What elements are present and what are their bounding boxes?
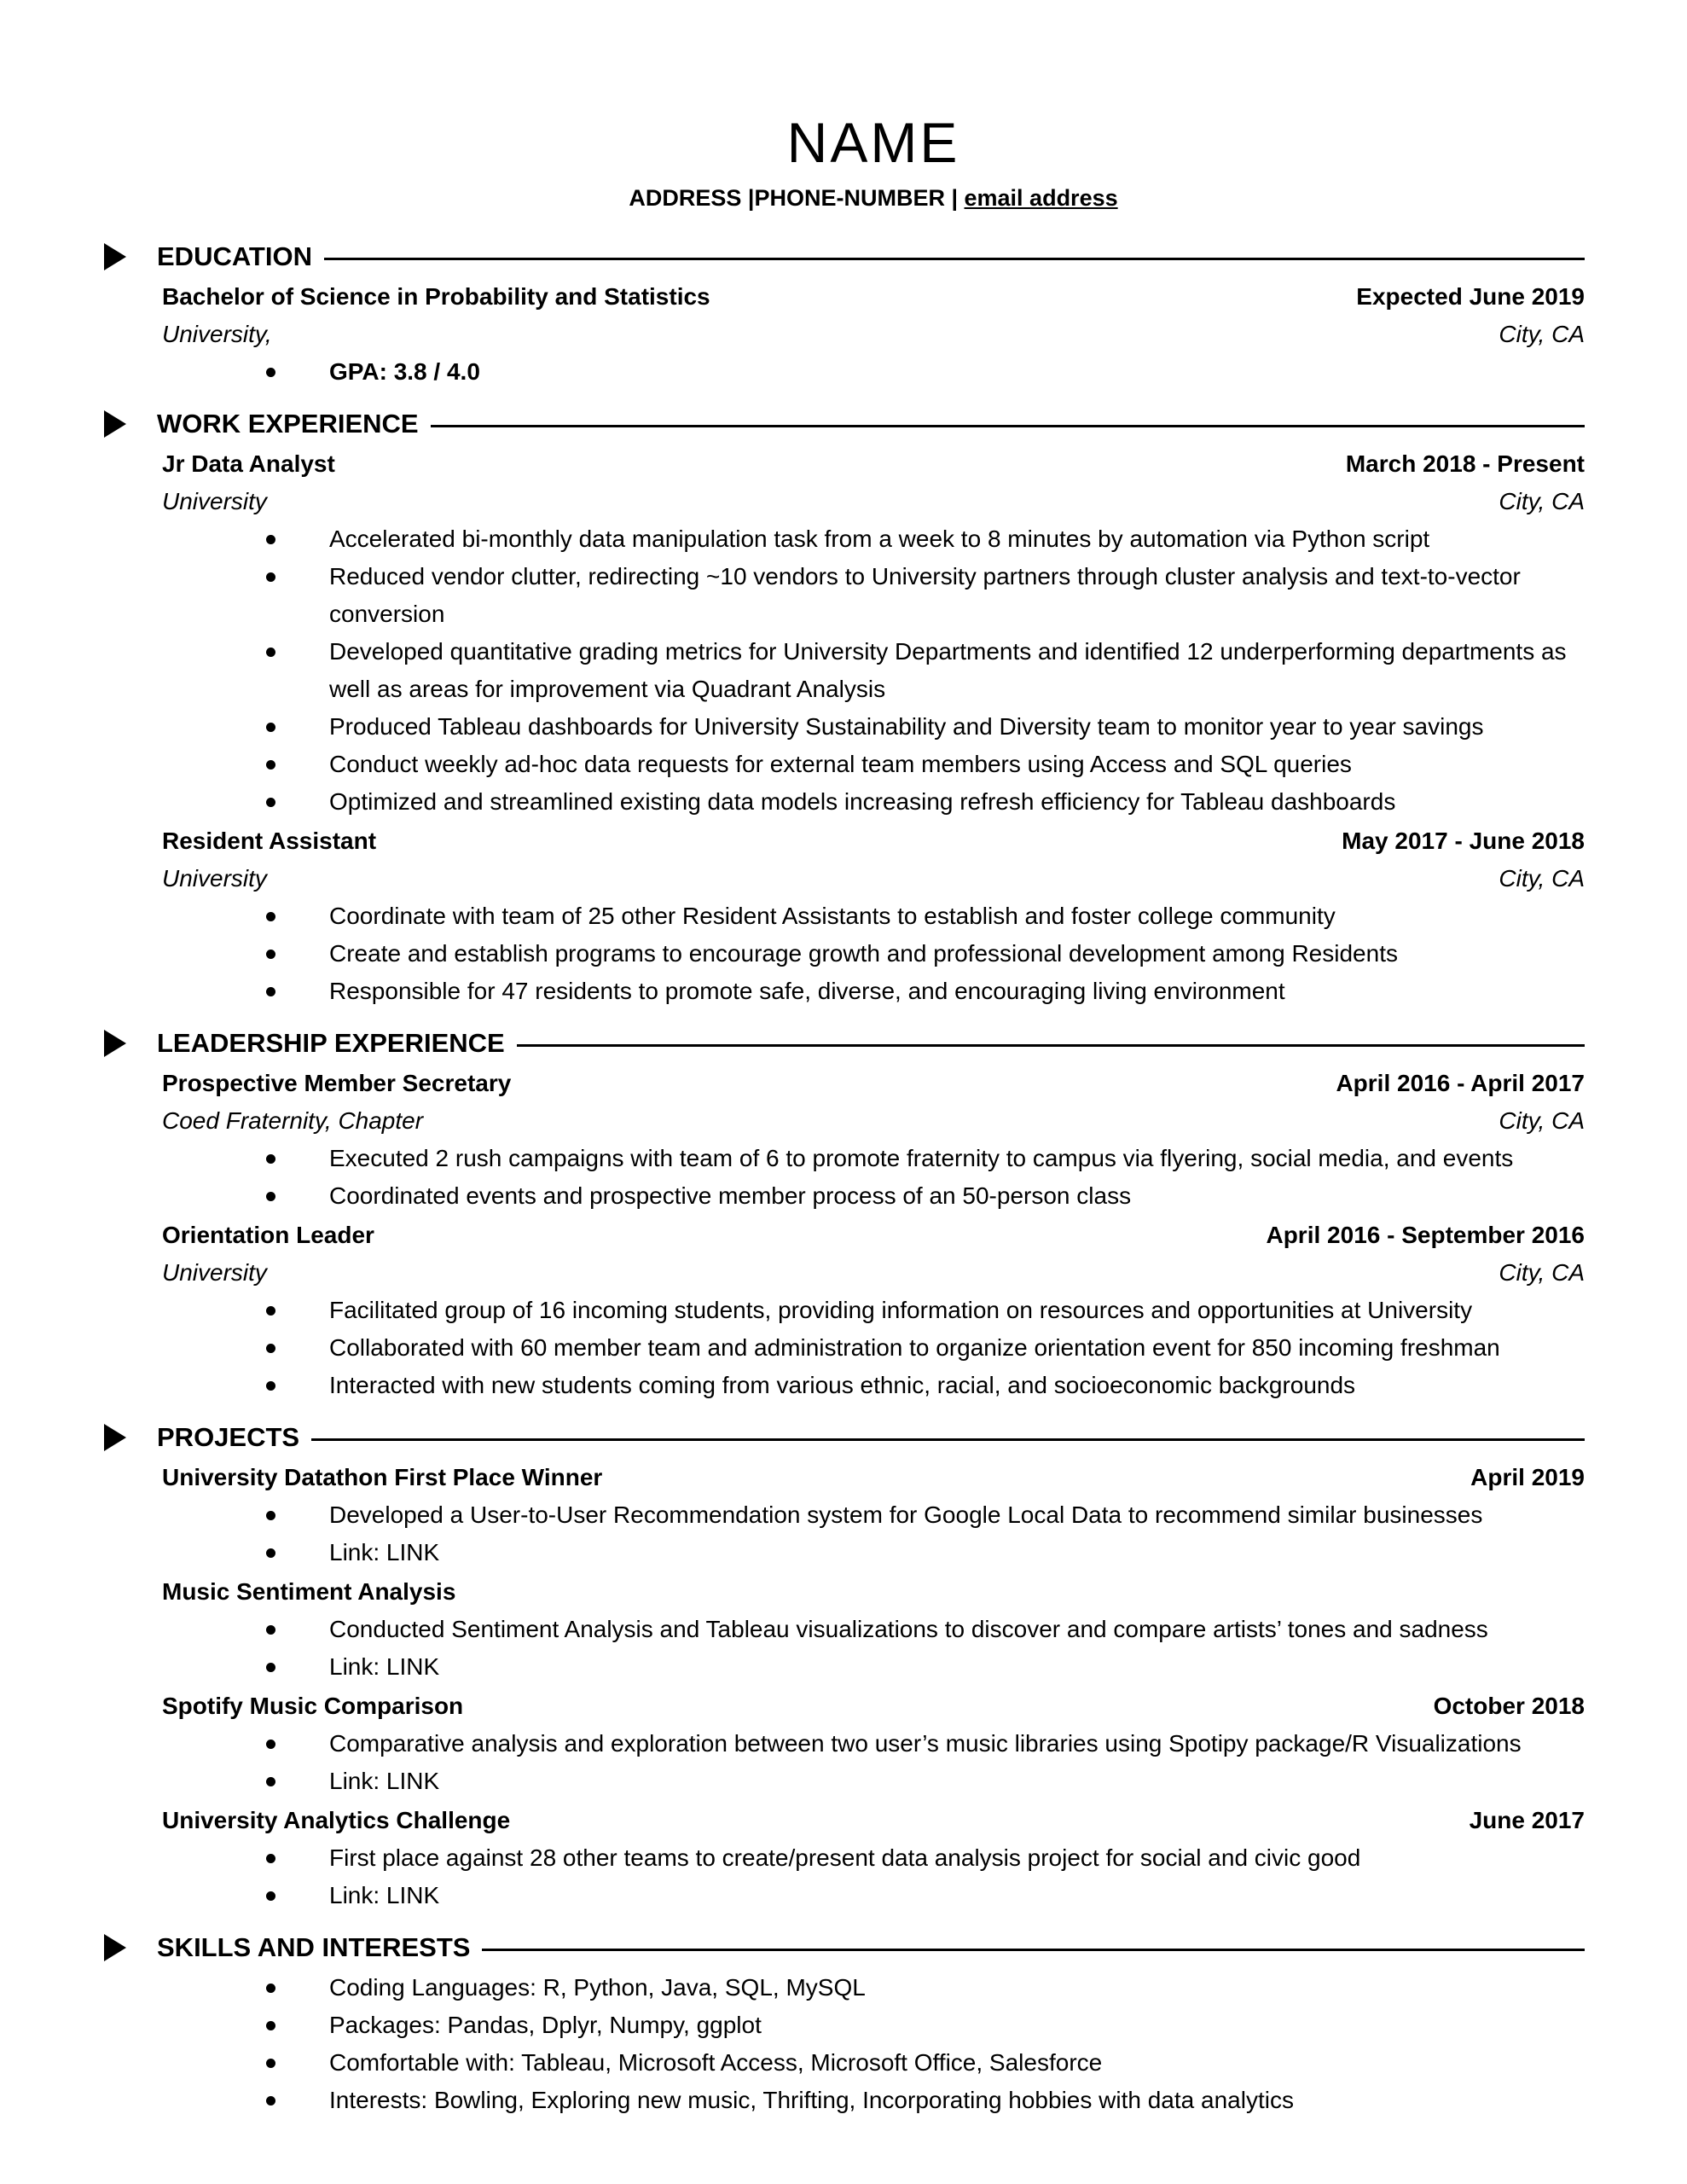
bullet-item: Produced Tableau dashboards for University Sustainability and Diversity team to monitor year to year savings — [162, 708, 1585, 746]
entry-title: Bachelor of Science in Probability and Statistics — [162, 283, 710, 310]
bullet-item: Coordinated events and prospective member process of an 50-person class — [162, 1177, 1585, 1215]
entry — [162, 1802, 1585, 1914]
bullet-list — [162, 1140, 1585, 1215]
entry-location: City, CA — [1499, 488, 1585, 514]
bullet-list — [162, 520, 1585, 821]
bullet-item: Reduced vendor clutter, redirecting ~10 vendors to University partners through cluster analysis and text-to-vector conversion — [162, 558, 1585, 633]
entry-organization: University — [162, 1259, 267, 1286]
section-arrow-icon — [104, 1424, 126, 1451]
entry — [162, 1969, 1585, 2119]
entry-subtitle-row — [162, 1102, 1585, 1140]
bullet-item: Interests: Bowling, Exploring new music, Thrifting, Incorporating hobbies with data analytics — [162, 2082, 1585, 2119]
entry-title: Music Sentiment Analysis — [162, 1578, 456, 1605]
bullet-item: Create and establish programs to encourage growth and professional development among Residents — [162, 935, 1585, 973]
bullet-item: Responsible for 47 residents to promote safe, diverse, and encouraging living environment — [162, 973, 1585, 1010]
bullet-item: Comparative analysis and exploration between two user’s music libraries using Spotipy package/R Visualizations — [162, 1725, 1585, 1763]
bullet-item: Link: LINK — [162, 1763, 1585, 1800]
email-link[interactable]: email address — [964, 185, 1118, 211]
bullet-item: Collaborated with 60 member team and administration to organize orientation event for 850 incoming freshman — [162, 1329, 1585, 1367]
bullet-item: Accelerated bi-monthly data manipulation task from a week to 8 minutes by automation via Python script — [162, 520, 1585, 558]
entry — [162, 1687, 1585, 1800]
bullet-list — [162, 1496, 1585, 1571]
entry-location: City, CA — [1499, 865, 1585, 892]
bullet-item: Optimized and streamlined existing data models increasing refresh efficiency for Tableau dashboards — [162, 783, 1585, 821]
entry-date: April 2019 — [1470, 1464, 1585, 1490]
entry-title-row — [162, 445, 1585, 483]
bullet-item: Conducted Sentiment Analysis and Tableau visualizations to discover and compare artists’ tones and sadness — [162, 1611, 1585, 1648]
section-work-experience — [157, 404, 1585, 1010]
bullet-item: Packages: Pandas, Dplyr, Numpy, ggplot — [162, 2007, 1585, 2044]
section-header — [157, 1418, 1585, 1457]
bullet-item: Link: LINK — [162, 1877, 1585, 1914]
section-leadership-experience — [157, 1024, 1585, 1404]
entry-date: June 2017 — [1469, 1807, 1585, 1833]
bullet-item: Conduct weekly ad-hoc data requests for external team members using Access and SQL queries — [162, 746, 1585, 783]
entry-organization: University, — [162, 321, 272, 347]
entry-date: Expected June 2019 — [1356, 283, 1585, 310]
bullet-list — [162, 1725, 1585, 1800]
entry-title: Prospective Member Secretary — [162, 1070, 512, 1096]
entry-title: Spotify Music Comparison — [162, 1693, 464, 1719]
section-skills-and-interests — [157, 1928, 1585, 2119]
bullet-item: Link: LINK — [162, 1648, 1585, 1686]
section-projects — [157, 1418, 1585, 1914]
entry-title-row — [162, 822, 1585, 860]
section-arrow-icon — [104, 410, 126, 438]
bullet-item: Link: LINK — [162, 1534, 1585, 1571]
bullet-item: Coordinate with team of 25 other Resident Assistants to establish and foster college community — [162, 897, 1585, 935]
section-rule-line — [482, 1949, 1585, 1951]
section-title: EDUCATION — [157, 241, 312, 271]
bullet-item: Comfortable with: Tableau, Microsoft Access, Microsoft Office, Salesforce — [162, 2044, 1585, 2082]
bullet-item: Interacted with new students coming from various ethnic, racial, and socioeconomic backgrounds — [162, 1367, 1585, 1404]
entry-subtitle-row — [162, 483, 1585, 520]
entry-location: City, CA — [1499, 1107, 1585, 1134]
section-education — [157, 237, 1585, 391]
resume-name: NAME — [786, 111, 960, 174]
section-header — [157, 237, 1585, 276]
bullet-item: GPA: 3.8 / 4.0 — [162, 353, 1585, 391]
entry-title: University Analytics Challenge — [162, 1807, 511, 1833]
entry-title: Orientation Leader — [162, 1222, 374, 1248]
entry-title-row — [162, 1687, 1585, 1725]
entry — [162, 278, 1585, 391]
section-title: SKILLS AND INTERESTS — [157, 1932, 471, 1962]
bullet-item: First place against 28 other teams to create/present data analysis project for social and civic good — [162, 1839, 1585, 1877]
entry-location: City, CA — [1499, 1259, 1585, 1286]
bullet-item: Coding Languages: R, Python, Java, SQL, MySQL — [162, 1969, 1585, 2007]
entry-title: University Datathon First Place Winner — [162, 1464, 603, 1490]
sections — [157, 237, 1585, 2119]
section-arrow-icon — [104, 1030, 126, 1057]
section-header — [157, 1928, 1585, 1967]
section-title: PROJECTS — [157, 1422, 300, 1452]
bullet-list — [162, 353, 1585, 391]
section-title: WORK EXPERIENCE — [157, 409, 419, 439]
entry — [162, 1217, 1585, 1404]
entry — [162, 445, 1585, 821]
entry-title-row — [162, 1573, 1585, 1611]
entry — [162, 1573, 1585, 1686]
entry-date: October 2018 — [1433, 1693, 1585, 1719]
bullet-list — [162, 1611, 1585, 1686]
section-header — [157, 404, 1585, 444]
bullet-item: Developed quantitative grading metrics for University Departments and identified 12 underperforming departments as well as areas for improvement via Quadrant Analysis — [162, 633, 1585, 708]
entry — [162, 822, 1585, 1010]
section-header — [157, 1024, 1585, 1063]
section-rule-line — [311, 1438, 1585, 1441]
bullet-list — [162, 1292, 1585, 1404]
entry-subtitle-row — [162, 316, 1585, 353]
entry-organization: Coed Fraternity, Chapter — [162, 1107, 424, 1134]
entry — [162, 1459, 1585, 1571]
entry-title: Jr Data Analyst — [162, 450, 335, 477]
entry — [162, 1065, 1585, 1215]
section-arrow-icon — [104, 1934, 126, 1961]
bullet-item: Executed 2 rush campaigns with team of 6 to promote fraternity to campus via flyering, social media, and events — [162, 1140, 1585, 1177]
entry-date: April 2016 - September 2016 — [1266, 1222, 1585, 1248]
entry-title-row — [162, 278, 1585, 316]
bullet-item: Developed a User-to-User Recommendation system for Google Local Data to recommend similar businesses — [162, 1496, 1585, 1534]
contact-address-phone: ADDRESS |PHONE-NUMBER | — [629, 185, 965, 211]
entry-title-row — [162, 1065, 1585, 1102]
bullet-list — [162, 897, 1585, 1010]
entry-title-row — [162, 1802, 1585, 1839]
section-rule-line — [324, 258, 1585, 260]
entry-date: March 2018 - Present — [1345, 450, 1585, 477]
entry-date: May 2017 - June 2018 — [1342, 828, 1585, 854]
entry-subtitle-row — [162, 860, 1585, 897]
entry-subtitle-row — [162, 1254, 1585, 1292]
entry-title-row — [162, 1217, 1585, 1254]
section-rule-line — [431, 425, 1585, 427]
section-title: LEADERSHIP EXPERIENCE — [157, 1028, 505, 1058]
bullet-list — [162, 1969, 1585, 2119]
section-rule-line — [517, 1044, 1585, 1047]
entry-location: City, CA — [1499, 321, 1585, 347]
bullet-list — [162, 1839, 1585, 1914]
entry-organization: University — [162, 488, 267, 514]
entry-title: Resident Assistant — [162, 828, 377, 854]
contact-line — [162, 181, 1585, 215]
entry-title-row — [162, 1459, 1585, 1496]
bullet-item: Facilitated group of 16 incoming students, providing information on resources and opportunities at University — [162, 1292, 1585, 1329]
entry-date: April 2016 - April 2017 — [1336, 1070, 1585, 1096]
section-arrow-icon — [104, 243, 126, 270]
entry-organization: University — [162, 865, 267, 892]
